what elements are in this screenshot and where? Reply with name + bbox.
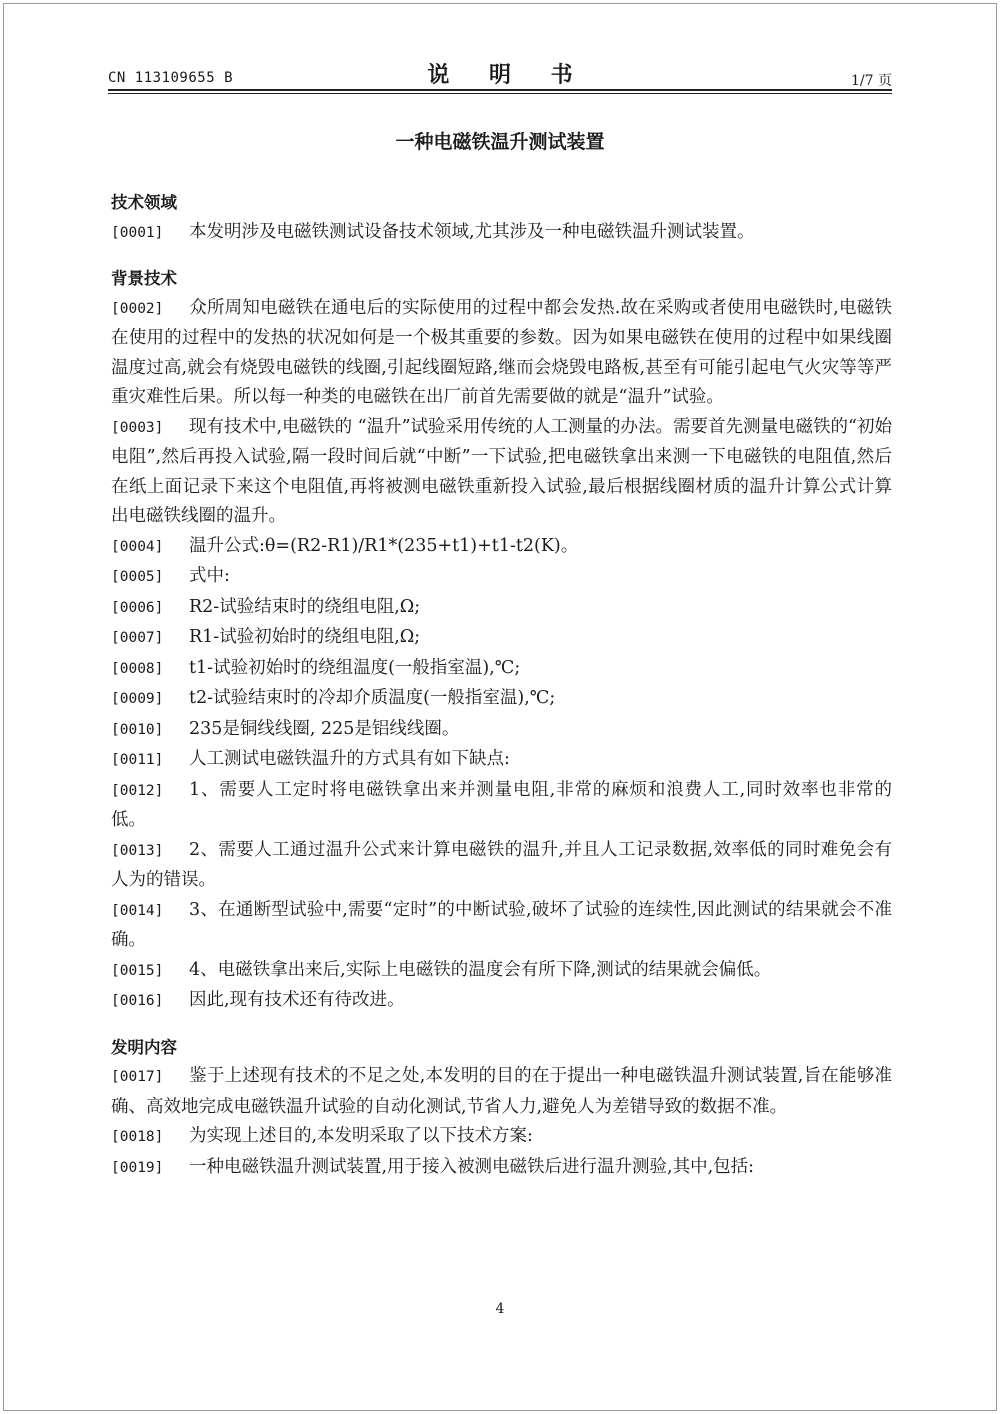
paragraph-number: [0014] [111,902,164,919]
section-gap [111,248,892,264]
paragraph-number: [0003] [111,419,164,436]
paragraph [111,956,892,987]
paragraph-text: 为实现上述目的,本发明采取了以下技术方案: [189,1126,533,1146]
paragraph [111,1122,892,1153]
paragraph [111,294,892,413]
paragraph-number: [0005] [111,569,164,585]
paragraph-text: 式中: [189,566,230,586]
paragraph [111,562,892,593]
paragraph-text: 因此,现有技术还有待改进。 [189,990,405,1010]
paragraph [111,654,892,685]
paragraph-number: [0008] [111,660,164,677]
paragraph [111,836,892,896]
page-number: 4 [495,1301,505,1317]
paragraph-number: [0011] [111,752,164,768]
paragraph-number: [0007] [111,630,164,646]
paragraph-number: [0010] [111,721,164,738]
paragraph-text: 一种电磁铁温升测试装置,用于接入被测电磁铁后进行温升测验,其中,包括: [189,1156,755,1177]
document-type-title: 说 明 书 [427,63,589,88]
paragraph-text: 本发明涉及电磁铁测试设备技术领域,尤其涉及一种电磁铁温升测试装置。 [189,221,755,242]
paragraph-number: [0001] [111,224,164,241]
paragraph [111,1062,892,1122]
paragraph-text: 现有技术中,电磁铁的 “温升”试验采用传统的人工测量的办法。需要首先测量电磁铁的“初始电阻”,然后再投入试验,隔一段时间后就“中断”一下试验,把电磁铁拿出来测一下电磁铁的电阻值,然后在纸上面记录下来这个电阻值,再将被测电磁铁重新投入试验,最后根据线圈材质的温升计算公式计算出电磁铁线圈的温升。 [111,416,892,526]
invention-title: 一种电磁铁温升测试装置 [395,131,605,153]
page-reference: 1/7 页 [851,73,892,89]
paragraph [111,218,892,249]
paragraph-text: 235是铜线线圈, 225是铝线线圈。 [189,718,460,739]
paragraph-number: [0004] [111,538,164,555]
paragraph-number: [0018] [111,1129,164,1145]
paragraph-text: 3、在通断型试验中,需要“定时”的中断试验,破坏了试验的连续性,因此测试的结果就会不准确。 [111,899,892,950]
section-heading: 技术领域 [111,193,177,212]
paragraph [111,532,892,563]
paragraph-text: 2、需要人工通过温升公式来计算电磁铁的温升,并且人工记录数据,效率低的同时难免会有人为的错误。 [111,839,892,890]
patent-number: CN 113109655 B [108,70,234,86]
section-heading: 发明内容 [111,1037,177,1057]
document-body [111,188,892,1183]
paragraph-number: [0019] [111,1159,164,1176]
paragraph-text: t2-试验结束时的冷却介质温度(一般指室温),℃; [189,688,556,708]
paragraph-text: 温升公式:θ=(R2-R1)/R1*(235+t1)+t1-t2(K)。 [189,535,579,556]
paragraph-text: 4、电磁铁拿出来后,实际上电磁铁的温度会有所下降,测试的结果就会偏低。 [189,959,772,980]
paragraph [111,896,892,956]
paragraph [111,623,892,654]
paragraph-text: t1-试验初始时的绕组温度(一般指室温),℃; [189,657,521,678]
header-rule [108,93,892,94]
paragraph [111,745,892,776]
paragraph [111,593,892,624]
section-heading: 背景技术 [111,269,177,288]
paragraph-text: R1-试验初始时的绕组电阻,Ω; [189,627,421,647]
paragraph-number: [0016] [111,993,164,1009]
paragraph [111,413,892,532]
paragraph-number: [0002] [111,300,164,317]
paragraph [111,776,892,836]
paragraph-text: 鉴于上述现有技术的不足之处,本发明的目的在于提出一种电磁铁温升测试装置,旨在能够准确、高效地完成电磁铁温升试验的自动化测试,节省人力,避免人为差错导致的数据不准。 [111,1066,892,1117]
paragraph-text: 1、需要人工定时将电磁铁拿出来并测量电阻,非常的麻烦和浪费人工,同时效率也非常的低。 [111,779,892,830]
header-rule [108,89,892,91]
section-gap [111,1017,892,1033]
paragraph [111,715,892,746]
paragraph-number: [0012] [111,782,164,799]
paragraph-text: 众所周知电磁铁在通电后的实际使用的过程中都会发热.故在采购或者使用电磁铁时,电磁铁在使用的过程中的发热的状况如何是一个极其重要的参数。因为如果电磁铁在使用的过程中如果线圈温度过高,就会有烧毁电磁铁的线圈,引起线圈短路,继而会烧毁电路板,甚至有可能引起电气火灾等等严重灾难性后果。所以每一种类的电磁铁在出厂前首先需要做的就是“温升”试验。 [111,297,892,407]
paragraph-number: [0015] [111,962,164,979]
paragraph-number: [0017] [111,1069,164,1085]
paragraph-number: [0009] [111,691,164,707]
paragraph-text: R2-试验结束时的绕组电阻,Ω; [189,596,421,617]
paragraph [111,1153,892,1184]
paragraph-text: 人工测试电磁铁温升的方式具有如下缺点: [189,749,510,769]
paragraph [111,684,892,715]
paragraph-number: [0006] [111,599,164,616]
paragraph [111,986,892,1017]
paragraph-number: [0013] [111,842,164,859]
